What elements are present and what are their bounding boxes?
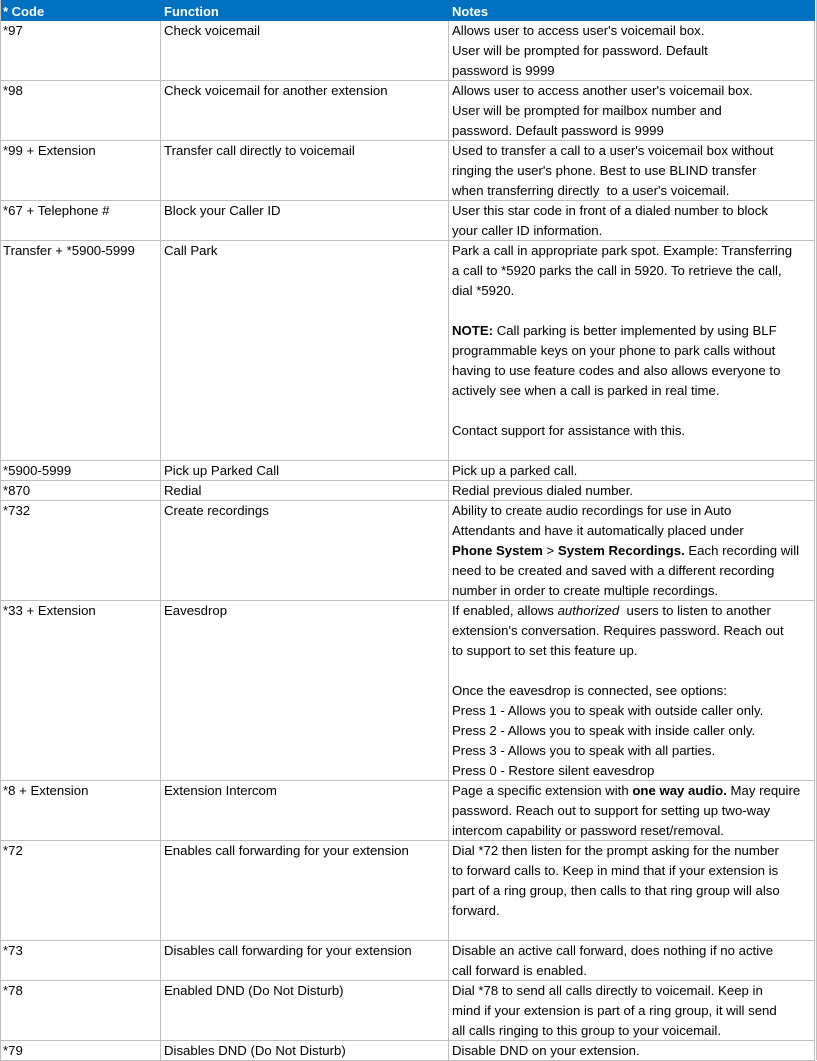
notes-text: May require [726, 783, 801, 798]
function-cell: Enables call forwarding for your extension [161, 841, 449, 940]
notes-italic-text: authorized [557, 603, 620, 618]
notes-text: Allows user to access user's voicemail box. [452, 23, 705, 38]
function-cell: Eavesdrop [161, 601, 449, 780]
notes-line [452, 201, 814, 221]
table-row [0, 21, 815, 81]
notes-cell [449, 781, 815, 840]
notes-line [452, 941, 814, 961]
notes-cell [449, 941, 815, 980]
function-cell: Disables DND (Do Not Disturb) [161, 1041, 449, 1060]
notes-line [452, 861, 814, 881]
notes-line [452, 981, 814, 1001]
notes-bold-text: one way audio. [632, 783, 727, 798]
function-cell: Check voicemail for another extension [161, 81, 449, 140]
notes-line [452, 361, 814, 381]
notes-text: mind if your extension is part of a ring group, it will send [452, 1003, 777, 1018]
notes-line [452, 581, 814, 601]
code-cell: *98 [0, 81, 161, 140]
notes-text: Allows user to access another user's voicemail box. [452, 83, 753, 98]
notes-bold-text: NOTE: [452, 323, 494, 338]
notes-line [452, 881, 814, 901]
notes-line [452, 601, 814, 621]
notes-text: Attendants and have it automatically placed under [452, 523, 744, 538]
notes-text: If enabled, allows [452, 603, 558, 618]
table-row [0, 1041, 815, 1061]
code-cell: Transfer + *5900-5999 [0, 241, 161, 460]
notes-line [452, 1001, 814, 1021]
table-row [0, 601, 815, 781]
notes-line [452, 161, 814, 181]
notes-line [452, 61, 814, 81]
notes-text: User will be prompted for password. Default [452, 43, 708, 58]
notes-line [452, 21, 814, 41]
notes-text: intercom capability or password reset/removal. [452, 823, 724, 838]
notes-text: Disable an active call forward, does nothing if no active [452, 943, 774, 958]
notes-text: Page a specific extension with [452, 783, 633, 798]
code-cell: *79 [0, 1041, 161, 1060]
notes-text: forward. [452, 903, 500, 918]
notes-cell [449, 21, 815, 80]
notes-cell [449, 981, 815, 1040]
notes-line [452, 1041, 814, 1061]
code-cell: *73 [0, 941, 161, 980]
table-header [0, 0, 815, 21]
table-row [0, 481, 815, 501]
table-row [0, 941, 815, 981]
code-cell: *72 [0, 841, 161, 940]
notes-line [452, 921, 814, 941]
header-function: Function [164, 4, 219, 19]
function-cell: Enabled DND (Do Not Disturb) [161, 981, 449, 1040]
notes-text: Dial *78 to send all calls directly to voicemail. Keep in [452, 983, 763, 998]
notes-line [452, 481, 814, 501]
code-cell: *870 [0, 481, 161, 500]
notes-text: part of a ring group, then calls to that ring group will also [452, 883, 780, 898]
notes-text: Redial previous dialed number. [452, 483, 634, 498]
notes-line [452, 841, 814, 861]
function-cell: Create recordings [161, 501, 449, 600]
notes-line [452, 341, 814, 361]
notes-cell [449, 481, 815, 500]
notes-line [452, 681, 814, 701]
code-cell: *33 + Extension [0, 601, 161, 780]
function-cell: Block your Caller ID [161, 201, 449, 240]
notes-cell [449, 241, 815, 460]
notes-text: Used to transfer a call to a user's voicemail box without [452, 143, 774, 158]
table-row [0, 141, 815, 201]
notes-line [452, 701, 814, 721]
notes-line [452, 461, 814, 481]
table-row [0, 841, 815, 941]
notes-line [452, 521, 814, 541]
notes-text: Park a call in appropriate park spot. Example: Transferring [452, 243, 793, 258]
code-cell: *8 + Extension [0, 781, 161, 840]
notes-line [452, 501, 814, 521]
header-code: * Code [3, 4, 45, 19]
table-row [0, 241, 815, 461]
notes-line [452, 421, 814, 441]
function-cell: Pick up Parked Call [161, 461, 449, 480]
notes-text: Dial *72 then listen for the prompt asking for the number [452, 843, 779, 858]
notes-line [452, 301, 814, 321]
function-cell: Disables call forwarding for your extension [161, 941, 449, 980]
notes-text: Press 2 - Allows you to speak with inside caller only. [452, 723, 756, 738]
notes-text: number in order to create multiple recordings. [452, 583, 719, 598]
notes-text: Ability to create audio recordings for use in Auto [452, 503, 732, 518]
notes-text: Contact support for assistance with this. [452, 423, 686, 438]
table-row [0, 981, 815, 1041]
notes-text: password. Reach out to support for setting up two-way [452, 803, 771, 818]
notes-text: password is 9999 [452, 63, 555, 78]
notes-text: programmable keys on your phone to park calls without [452, 343, 776, 358]
code-cell: *67 + Telephone # [0, 201, 161, 240]
notes-bold-text: System Recordings. [557, 543, 685, 558]
notes-text: Disable DND on your extension. [452, 1043, 640, 1058]
table-row [0, 781, 815, 841]
notes-line [452, 781, 814, 801]
code-cell: *99 + Extension [0, 141, 161, 200]
notes-line [452, 101, 814, 121]
notes-line [452, 641, 814, 661]
notes-line [452, 241, 814, 261]
notes-line [452, 401, 814, 421]
notes-bold-text: Phone System [452, 543, 543, 558]
table-row [0, 501, 815, 601]
notes-text: when transferring directly to a user's voicemail. [452, 183, 730, 198]
notes-line [452, 81, 814, 101]
notes-text: your caller ID information. [452, 223, 603, 238]
notes-line [452, 801, 814, 821]
notes-line [452, 381, 814, 401]
notes-text: Once the eavesdrop is connected, see options: [452, 683, 727, 698]
notes-cell [449, 1041, 815, 1060]
notes-text: User will be prompted for mailbox number and [452, 103, 722, 118]
notes-text: all calls ringing to this group to your voicemail. [452, 1023, 722, 1038]
notes-text: a call to *5920 parks the call in 5920. To retrieve the call, [452, 263, 782, 278]
notes-text: need to be created and saved with a different recording [452, 563, 775, 578]
notes-line [452, 761, 814, 781]
notes-text: ringing the user's phone. Best to use BLIND transfer [452, 163, 757, 178]
function-cell: Check voicemail [161, 21, 449, 80]
function-cell: Call Park [161, 241, 449, 460]
notes-line [452, 741, 814, 761]
notes-text: users to listen to another [619, 603, 771, 618]
notes-cell [449, 141, 815, 200]
code-cell: *5900-5999 [0, 461, 161, 480]
notes-line [452, 821, 814, 841]
notes-cell [449, 461, 815, 480]
notes-line [452, 901, 814, 921]
notes-line [452, 561, 814, 581]
notes-cell [449, 601, 815, 780]
code-cell: *97 [0, 21, 161, 80]
notes-line [452, 281, 814, 301]
notes-line [452, 961, 814, 981]
notes-text: Press 0 - Restore silent eavesdrop [452, 763, 655, 778]
notes-line [452, 1021, 814, 1041]
notes-cell [449, 201, 815, 240]
notes-text: password. Default password is 9999 [452, 123, 664, 138]
notes-text: User this star code in front of a dialed number to block [452, 203, 768, 218]
notes-line [452, 661, 814, 681]
notes-line [452, 541, 814, 561]
notes-text: Press 3 - Allows you to speak with all parties. [452, 743, 716, 758]
notes-line [452, 621, 814, 641]
function-cell: Transfer call directly to voicemail [161, 141, 449, 200]
code-cell: *78 [0, 981, 161, 1040]
notes-cell [449, 501, 815, 600]
notes-text: to support to set this feature up. [452, 643, 638, 658]
notes-line [452, 261, 814, 281]
notes-line [452, 181, 814, 201]
table-row [0, 461, 815, 481]
notes-text: call forward is enabled. [452, 963, 587, 978]
table-row [0, 81, 815, 141]
header-notes: Notes [452, 4, 489, 19]
notes-text: having to use feature codes and also allows everyone to [452, 363, 781, 378]
notes-line [452, 141, 814, 161]
function-cell: Redial [161, 481, 449, 500]
function-cell: Extension Intercom [161, 781, 449, 840]
notes-line [452, 121, 814, 141]
notes-cell [449, 841, 815, 940]
notes-text: actively see when a call is parked in real time. [452, 383, 720, 398]
notes-line [452, 321, 814, 341]
notes-text: Call parking is better implemented by using BLF [493, 323, 777, 338]
notes-text: to forward calls to. Keep in mind that if your extension is [452, 863, 779, 878]
code-cell: *732 [0, 501, 161, 600]
notes-text: dial *5920. [452, 283, 515, 298]
notes-text: Each recording will [684, 543, 800, 558]
notes-text: Press 1 - Allows you to speak with outside caller only. [452, 703, 764, 718]
notes-text: Pick up a parked call. [452, 463, 578, 478]
notes-cell [449, 81, 815, 140]
notes-line [452, 41, 814, 61]
notes-line [452, 221, 814, 241]
notes-text: extension's conversation. Requires password. Reach out [452, 623, 784, 638]
notes-line [452, 441, 814, 461]
notes-text: > [542, 543, 558, 558]
notes-line [452, 721, 814, 741]
table-row [0, 201, 815, 241]
